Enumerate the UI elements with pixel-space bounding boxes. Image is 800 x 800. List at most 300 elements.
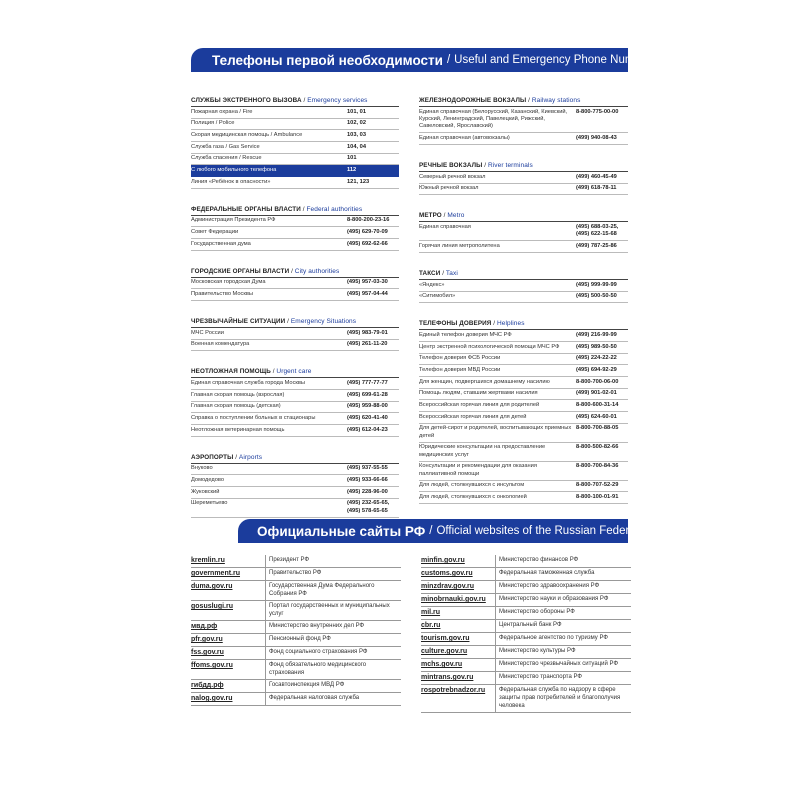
phone-section [191,318,399,351]
phone-number[interactable] [576,390,628,397]
phone-section [191,206,399,251]
phone-line: (495) 620-41-40 [347,415,388,422]
website-description: Фонд социального страхования РФ [269,649,368,655]
phone-number[interactable] [347,120,399,127]
service-name: Государственная дума [191,240,251,247]
service-name: МЧС России [191,329,224,336]
phone-row [191,425,399,437]
service-name: «Ситимобил» [419,293,456,300]
header-separator: / [429,525,433,537]
phone-number[interactable] [347,167,399,174]
right-phone-column [419,97,628,521]
phone-row [419,481,628,493]
website-description: Фонд обязательного медицинского страхования [269,662,367,676]
phone-number[interactable] [576,367,628,374]
service-name: С любого мобильного телефона [191,167,277,174]
phone-line: (499) 940-08-43 [576,134,617,141]
section-title-ru: ФЕДЕРАЛЬНЫЕ ОРГАНЫ ВЛАСТИ [191,205,301,213]
service-name: Жуковский [191,488,220,495]
phone-number[interactable] [576,482,628,489]
service-name: Консультации и рекомендации для оказания паллиативной помощи [419,463,537,477]
phone-number[interactable] [347,132,399,139]
website-row [191,581,401,601]
website-link[interactable]: government.ru [191,568,266,580]
service-name: Помощь людям, ставшим жертвами насилия [419,390,538,397]
phone-number[interactable] [347,403,399,410]
section-title-en: Helplines [496,320,525,328]
website-link[interactable]: minobrnauki.gov.ru [421,594,496,606]
phone-section [419,320,628,504]
phone-line: (495) 692-62-66 [347,240,388,247]
header-title-en: Useful and Emergency Phone Numbers [454,54,657,66]
phone-row [191,475,399,487]
section-title-ru: РЕЧНЫЕ ВОКЗАЛЫ [419,161,483,169]
section-title-ru: ГОРОДСКИЕ ОРГАНЫ ВЛАСТИ [191,267,290,275]
website-description: Государственная Дума Федерального Собрания РФ [269,583,375,597]
phone-number[interactable] [576,109,628,116]
section-title-separator: / [300,205,307,213]
service-name: Служба газа / Gas Service [191,143,260,150]
website-link[interactable]: gosuslugi.ru [191,601,266,620]
phone-line: 121, 123 [347,178,370,185]
website-description: Министерство финансов РФ [499,557,579,563]
phone-number[interactable] [347,427,399,434]
phone-number[interactable] [347,415,399,422]
phone-number[interactable] [576,224,628,239]
websites-right-list [421,555,631,713]
phone-line: 8-800-775-00-00 [576,108,619,115]
phone-row [419,492,628,504]
phone-number[interactable] [576,282,628,289]
section-title [191,206,399,216]
website-description: Федеральная таможенная служба [499,570,595,576]
website-row [191,647,401,660]
section-title [419,320,628,330]
website-link[interactable]: kremlin.ru [191,555,266,567]
website-row [191,693,401,706]
phone-line: (495) 500-50-50 [576,293,617,300]
phone-number[interactable] [576,344,628,351]
phone-line: 8-800-600-31-14 [576,401,619,408]
phone-line: 8-800-200-23-16 [347,217,390,224]
phone-row [419,462,628,481]
phone-number[interactable] [347,109,399,116]
section-title-separator: / [440,269,446,277]
phone-row [191,328,399,340]
phone-number[interactable] [347,392,399,399]
website-link[interactable]: гибдд.рф [191,680,266,692]
website-link[interactable]: nalog.gov.ru [191,693,266,705]
website-row [191,555,401,568]
website-description: Федеральная служба по надзору в сфере защиты прав потребителей и благополучия человека [499,687,621,709]
phone-number[interactable] [576,379,628,386]
phone-number[interactable] [576,332,628,339]
phone-line: (495) 622-15-68 [576,231,617,238]
service-name: «Яндекс» [419,281,445,288]
phone-number[interactable] [347,144,399,151]
website-description: Министерство науки и образования РФ [499,596,609,602]
phone-line: (495) 224-22-22 [576,355,617,362]
phone-row [419,365,628,377]
website-description: Министерство обороны РФ [499,609,575,615]
website-row [421,620,631,633]
service-name: Полиция / Police [191,120,235,127]
phone-section [191,454,399,518]
service-name: Телефон доверия ФСБ России [419,355,501,362]
website-link[interactable]: rospotrebnadzor.ru [421,685,496,712]
website-row [191,634,401,647]
section-title [191,368,399,378]
website-row [421,659,631,672]
service-name: Центр экстренной психологической помощи МЧС РФ [419,343,560,350]
phone-number[interactable] [347,465,399,472]
phone-line: (495) 699-61-28 [347,391,388,398]
phone-row [191,119,399,131]
website-row [421,646,631,659]
section-title-ru: ЖЕЛЕЗНОДОРОЖНЫЕ ВОКЗАЛЫ [419,97,527,104]
website-link[interactable]: pfr.gov.ru [191,634,266,646]
phone-number[interactable] [576,355,628,362]
service-name: Для женщин, подвергшихся домашнему насилию [419,378,550,385]
website-row [191,568,401,581]
phone-number[interactable] [347,291,399,298]
phone-line: 101, 01 [347,108,366,115]
service-name: Северный речной вокзал [419,173,486,180]
website-row [421,594,631,607]
phone-number[interactable] [347,179,399,186]
service-name: Администрация Президента РФ [191,217,276,224]
phone-line: (495) 959-88-00 [347,403,388,410]
phone-number[interactable] [576,414,628,421]
website-description: Министерство здравоохранения РФ [499,583,600,589]
website-description: Центральный банк РФ [499,622,562,628]
phone-row [419,107,628,133]
phone-row [191,165,399,177]
header-title-en: Official websites of the Russian Federation [436,525,655,537]
website-link[interactable]: ffoms.gov.ru [191,660,266,679]
website-link[interactable]: fss.gov.ru [191,647,266,659]
section-title-en: River terminals [487,161,533,169]
section-title-en: Emergency services [307,97,368,104]
website-link[interactable]: minfin.gov.ru [421,555,496,567]
section-title-ru: МЕТРО [419,212,442,220]
service-name: Шереметьево [191,500,228,507]
website-description: Президент РФ [269,557,310,563]
website-row [191,680,401,693]
section-title-en: Railway stations [531,97,581,104]
phone-row [419,424,628,443]
service-name: Неотложная ветеринарная помощь [191,426,285,433]
section-title-separator: / [285,318,291,326]
phone-row [191,227,399,239]
phone-line: 8-800-707-52-29 [576,482,619,489]
phone-line: 8-800-500-82-66 [576,444,619,451]
header-title-ru: Телефоны первой необходимости [212,52,443,68]
phone-number[interactable] [347,241,399,248]
service-name: Единая справочная (Белорусский, Казанский, Киевский, Курский, Ленинградский, Павелецкий, Рижский, Савеловский, Ярославский) [419,108,568,130]
phone-numbers-header [191,48,657,72]
service-name: Для людей, столкнувшихся с онкологией [419,493,527,500]
phone-section [191,268,399,301]
phone-number[interactable] [347,155,399,162]
phone-line: (495) 957-04-44 [347,291,388,298]
phone-row [191,154,399,166]
phone-section [419,162,628,195]
website-link[interactable]: mchs.gov.ru [421,659,496,671]
phone-number[interactable] [347,380,399,387]
phone-row [191,413,399,425]
website-row [191,621,401,634]
section-title-separator: / [289,267,295,275]
phone-line: 101 [347,155,357,162]
phone-row [419,389,628,401]
website-description: Пенсионный фонд РФ [269,636,331,642]
phone-line: (495) 999-99-99 [576,281,617,288]
service-name: Единый телефон доверия МЧС РФ [419,331,512,338]
section-title-separator: / [270,368,277,376]
phone-number[interactable] [347,229,399,236]
service-name: Скорая медицинская помощь / Ambulance [191,132,303,139]
phone-number[interactable] [347,500,399,515]
phone-row [419,377,628,389]
phone-row [419,292,628,304]
phone-number[interactable] [576,463,628,470]
service-name: Горячая линия метрополитена [419,242,500,249]
phone-line: (495) 777-77-77 [347,380,388,387]
service-name: Главная скорая помощь (детская) [191,403,281,410]
phone-line: (495) 629-70-09 [347,229,388,236]
phone-row [191,177,399,189]
phone-row [191,340,399,352]
phone-row [191,130,399,142]
phone-section [419,212,628,253]
phone-line: 8-800-700-88-05 [576,425,619,432]
phone-row [191,216,399,228]
phone-number[interactable] [347,279,399,286]
website-description: Министерство культуры РФ [499,648,576,654]
phone-number[interactable] [347,341,399,348]
section-title-en: City authorities [294,267,340,275]
left-phone-column [191,97,399,535]
website-description: Госавтоинспекция МВД РФ [269,682,345,688]
phone-row [419,412,628,424]
phone-row [191,378,399,390]
phone-section [191,368,399,436]
phone-number[interactable] [576,402,628,409]
phone-line: (495) 957-03-30 [347,279,388,286]
section-title-ru: ЧРЕЗВЫЧАЙНЫЕ СИТУАЦИИ [191,318,286,326]
phone-row [419,133,628,145]
phone-row [419,241,628,253]
phone-row [419,443,628,462]
phone-line: (499) 460-45-49 [576,173,617,180]
phone-row [191,289,399,301]
section-title [191,318,399,328]
phone-line: 8-800-100-01-91 [576,493,619,500]
website-link[interactable]: cbr.ru [421,620,496,632]
website-description: Министерство внутренних дел РФ [269,623,365,629]
service-name: Телефон доверия МВД России [419,366,501,373]
phone-section [419,97,628,145]
service-name: Для детей-сирот и родителей, воспитывающих приемных детей [419,425,572,439]
phone-row [191,278,399,290]
phone-line: (495) 688-03-25, [576,223,619,230]
service-name: Всероссийская горячая линия для родителей [419,401,540,408]
website-description: Федеральное агентство по туризму РФ [499,635,608,641]
phone-line: (495) 989-50-50 [576,343,617,350]
website-row [421,568,631,581]
section-title-en: Federal authorities [306,205,363,213]
phone-row [191,499,399,518]
website-row [421,685,631,713]
service-name: Юридические консультации на предоставление медицинских услуг [419,444,546,458]
service-name: Правительство Москвы [191,291,253,298]
section-title-ru: АЭРОПОРТЫ [191,453,234,461]
phone-line: (499) 787-25-86 [576,242,617,249]
phone-row [419,280,628,292]
phone-row [419,172,628,184]
website-description: Министерство транспорта РФ [499,674,582,680]
phone-line: 102, 02 [347,120,366,127]
websites-left-list [191,555,401,706]
website-row [421,581,631,594]
website-link[interactable]: mil.ru [421,607,496,619]
service-name: Московская городская Дума [191,279,266,286]
phone-section [191,97,399,189]
phone-row [191,239,399,251]
website-link[interactable]: minzdrav.gov.ru [421,581,496,593]
phone-row [419,222,628,241]
service-name: Единая справочная [419,223,471,230]
section-title [419,97,628,107]
phone-line: (495) 937-55-55 [347,465,388,472]
section-title-en: Airports [238,453,263,461]
phone-line: 112 [347,167,357,174]
phone-number[interactable] [576,185,628,192]
website-description: Федеральная налоговая служба [269,695,360,701]
website-description: Министерство чрезвычайных ситуаций РФ [499,661,619,667]
section-title-separator: / [491,320,497,328]
website-row [191,601,401,621]
phone-number[interactable] [576,444,628,451]
phone-row [191,390,399,402]
section-title-en: Metro [447,212,465,220]
phone-section [419,270,628,303]
section-title-separator: / [441,212,448,220]
phone-line: 8-800-700-84-36 [576,463,619,470]
header-title-ru: Официальные сайты РФ [257,523,426,539]
phone-number[interactable] [347,217,399,224]
phone-number[interactable] [576,243,628,250]
phone-line: (495) 232-65-65, [347,500,390,507]
phone-number[interactable] [347,489,399,496]
service-name: Справка о поступлении больных в стационары [191,415,316,422]
phone-row [191,142,399,154]
phone-row [191,107,399,119]
phone-line: (499) 216-99-99 [576,331,617,338]
section-title-en: Emergency Situations [290,318,357,326]
phone-number[interactable] [576,293,628,300]
service-name: Совет Федерации [191,229,239,236]
section-title-separator: / [301,97,308,104]
service-name: Единая справочная служба города Москвы [191,380,306,387]
header-separator: / [446,54,451,66]
section-title-ru: НЕОТЛОЖНАЯ ПОМОЩЬ [191,368,271,376]
website-row [421,672,631,685]
website-link[interactable]: mintrans.gov.ru [421,672,496,684]
service-name: Главная скорая помощь (взрослая) [191,391,285,398]
phone-line: (499) 901-02-01 [576,390,617,397]
service-name: Для людей, столкнувшихся с инсультом [419,482,525,489]
section-title [419,212,628,222]
section-title-en: Taxi [445,269,458,277]
phone-row [419,400,628,412]
service-name: Линия «Ребёнок в опасности» [191,178,271,185]
phone-row [191,402,399,414]
service-name: Внуково [191,465,213,472]
website-link[interactable]: customs.gov.ru [421,568,496,580]
website-link[interactable]: мвд.рф [191,621,266,633]
section-title-ru: СЛУЖБЫ ЭКСТРЕННОГО ВЫЗОВА [191,97,302,104]
phone-line: 104, 04 [347,143,366,150]
service-name: Пожарная охрана / Fire [191,108,253,115]
phone-row [191,487,399,499]
section-title [191,454,399,464]
website-row [421,633,631,646]
section-title [191,268,399,278]
website-description: Правительство РФ [269,570,322,576]
phone-line: (495) 228-96-00 [347,488,388,495]
phone-line: (495) 933-66-66 [347,477,388,484]
phone-number[interactable] [347,477,399,484]
section-title [419,270,628,280]
section-title-separator: / [233,453,239,461]
website-row [191,660,401,680]
website-link[interactable]: culture.gov.ru [421,646,496,658]
phone-line: 103, 03 [347,132,366,139]
phone-row [419,184,628,196]
website-link[interactable]: duma.gov.ru [191,581,266,600]
service-name: Единая справочная (автовокзалы) [419,134,510,141]
phone-line: (495) 983-79-01 [347,329,388,336]
phone-row [419,354,628,366]
phone-number[interactable] [347,330,399,337]
section-title-ru: ТАКСИ [419,269,441,277]
phone-line: (495) 261-11-20 [347,341,388,348]
phone-line: (495) 624-60-01 [576,413,617,420]
phone-line: (495) 578-65-65 [347,507,388,514]
website-link[interactable]: tourism.gov.ru [421,633,496,645]
website-row [421,607,631,620]
phone-number[interactable] [576,135,628,142]
phone-line: (499) 618-78-11 [576,185,617,192]
section-title-ru: ТЕЛЕФОНЫ ДОВЕРИЯ [419,320,492,328]
service-name: Южный речной вокзал [419,185,479,192]
phone-number[interactable] [576,174,628,181]
section-title [419,162,628,172]
official-websites-header [238,519,655,543]
phone-number[interactable] [576,425,628,432]
service-name: Военная комендатура [191,341,250,348]
website-description: Портал государственных и муниципальных услуг [269,603,390,617]
phone-number[interactable] [576,494,628,501]
section-title-separator: / [482,161,488,169]
phone-line: 8-800-700-06-00 [576,378,619,385]
section-title-separator: / [526,97,532,104]
section-title [191,97,399,107]
service-name: Домодедово [191,477,224,484]
service-name: Всероссийская горячая линия для детей [419,413,527,420]
